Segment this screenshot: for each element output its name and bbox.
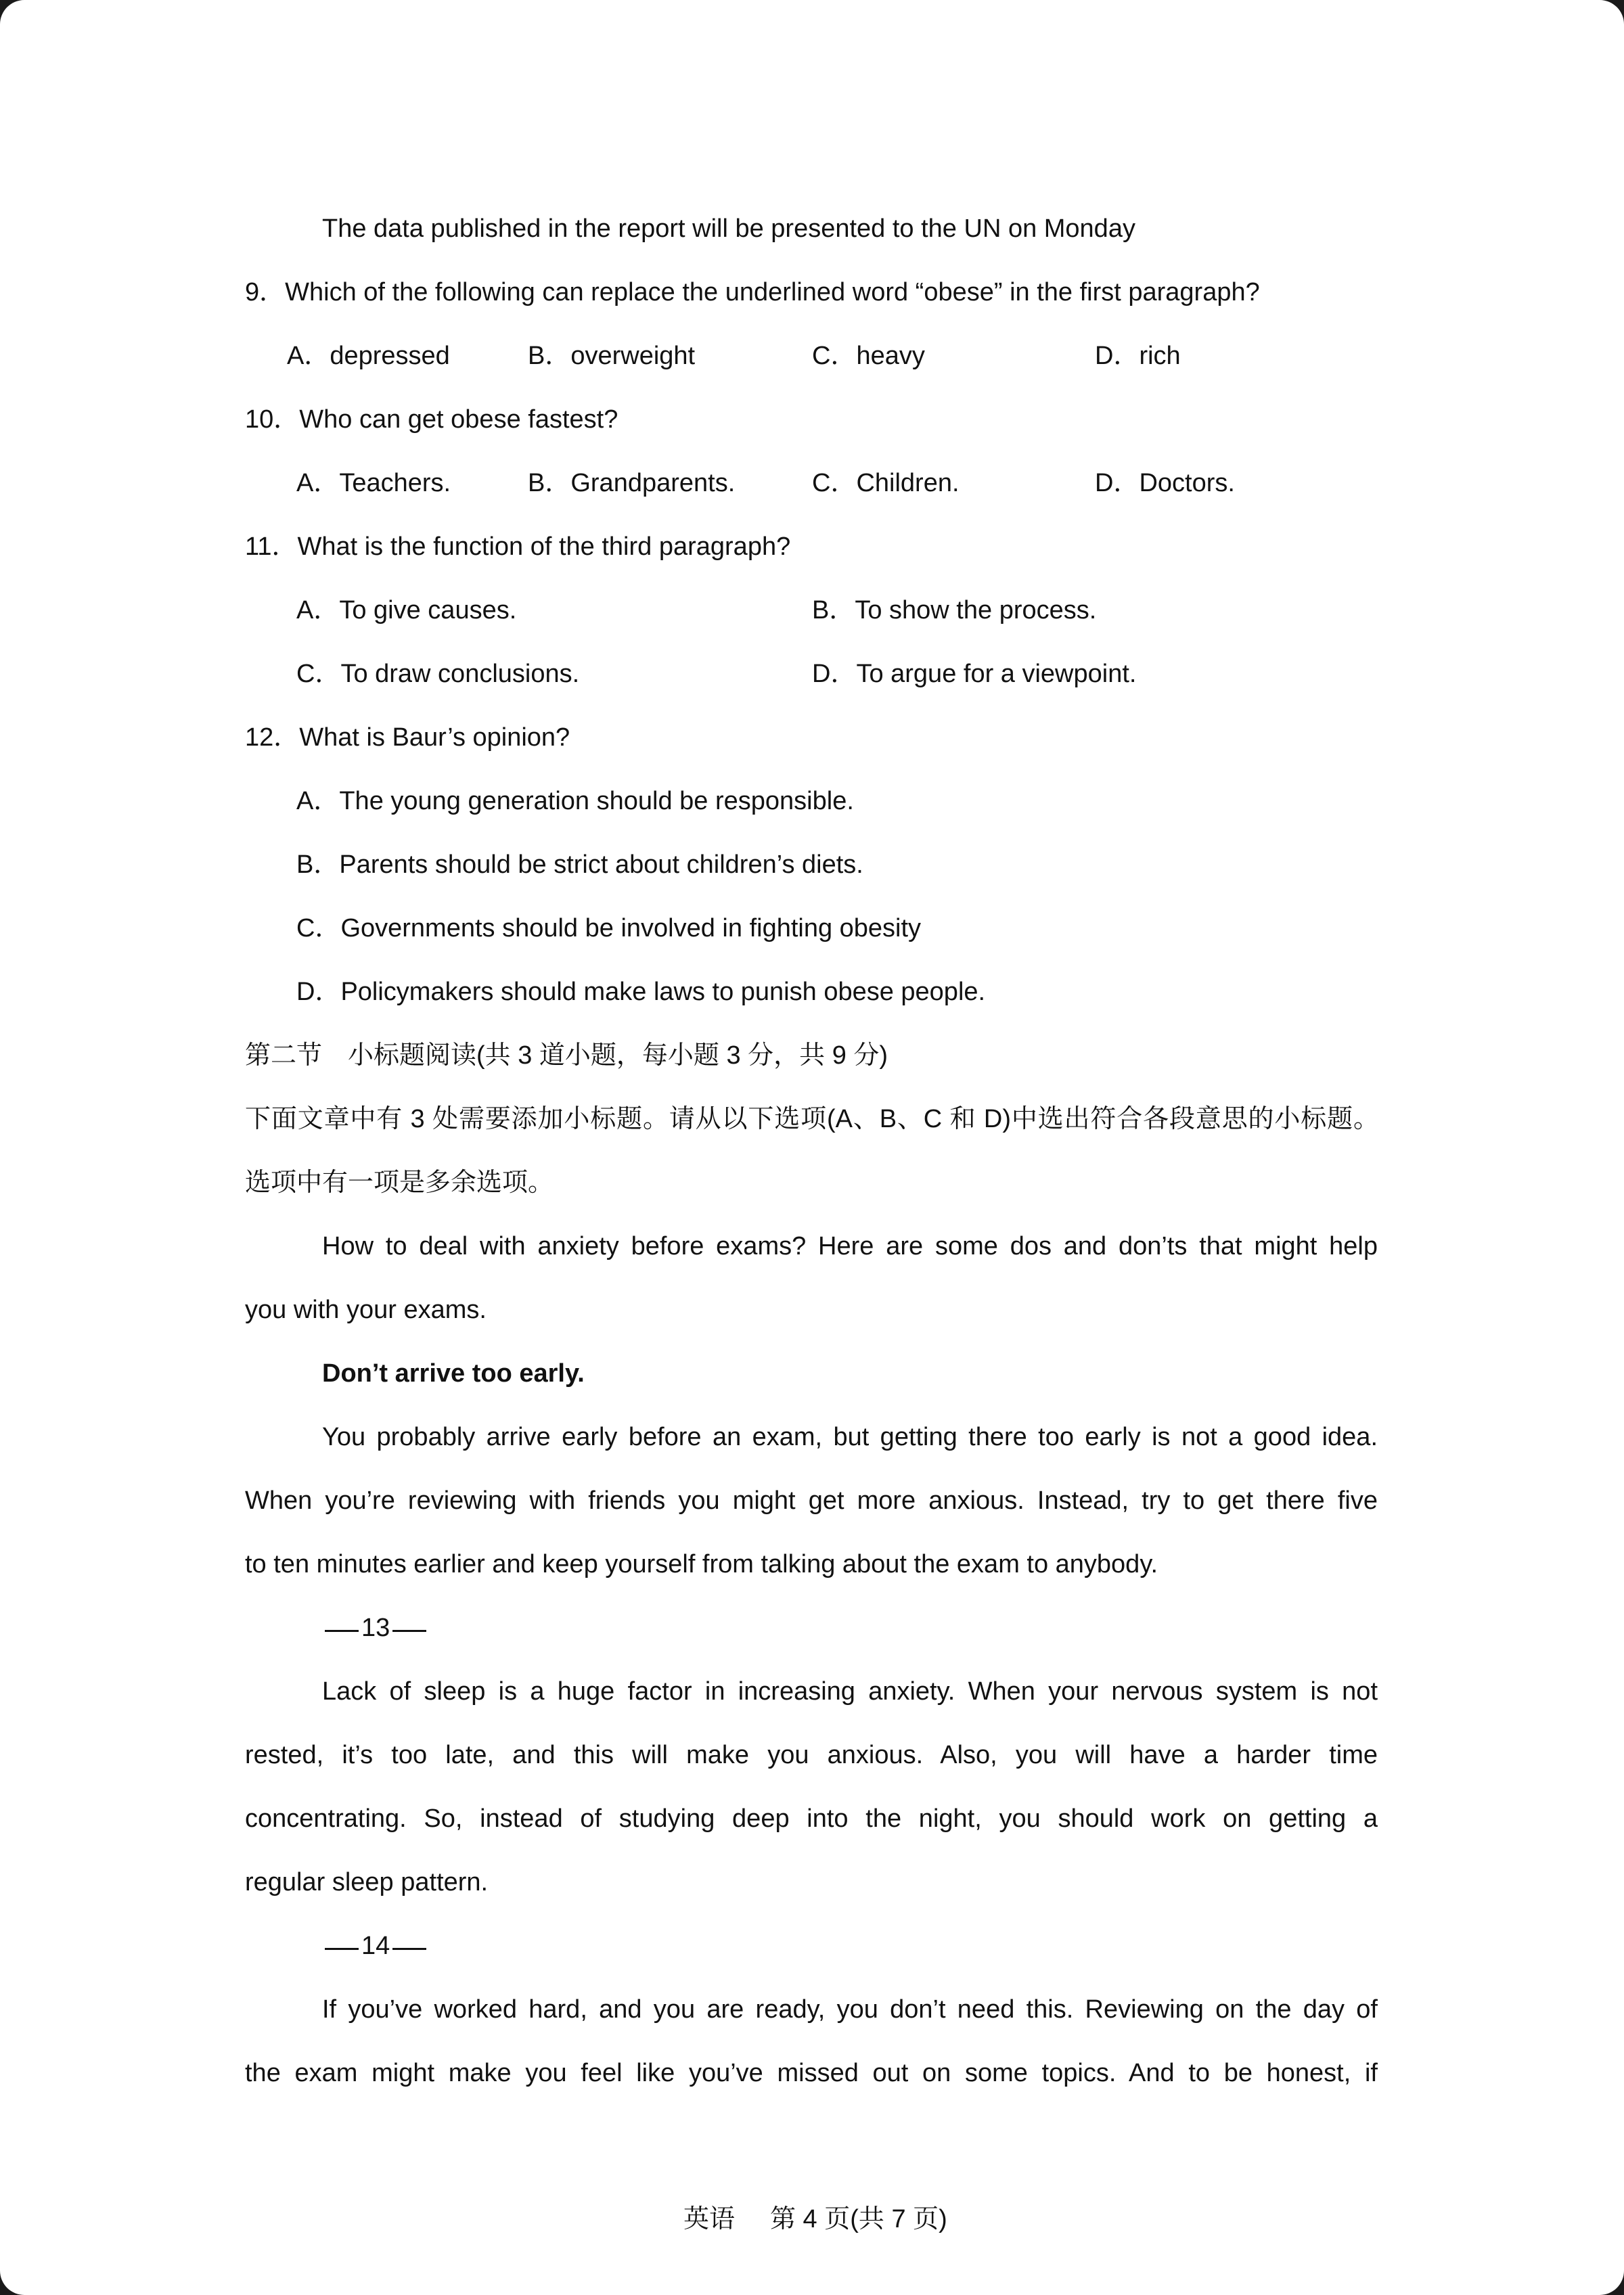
passage-last-line: The data published in the report will be presented to the UN on Monday	[322, 214, 1135, 243]
section-instruction-line-2: 选项中有一项是多余选项。	[245, 1168, 554, 1197]
question-10-stem: 10．Who can get obese fastest?	[245, 405, 618, 434]
section-heading: 第二节 小标题阅读(共 3 道小题，每小题 3 分，共 9 分)	[245, 1041, 888, 1070]
blank-underline	[325, 1948, 359, 1950]
question-10-option-a: A．Teachers.	[296, 469, 451, 497]
footer-page-number: 第 4 页(共 7 页)	[770, 2205, 947, 2233]
blank-14	[322, 1930, 429, 1962]
question-9-option-a: A．depressed	[287, 342, 450, 370]
paragraph-1-line-1: You probably arrive early before an exam, but getting there too early is not a good idea.	[322, 1423, 1378, 1451]
question-12-option-c: C．Governments should be involved in fighting obesity	[296, 914, 922, 942]
question-12-option-d: D．Policymakers should make laws to punish obese people.	[296, 978, 986, 1006]
article-subtitle-1: Don’t arrive too early.	[322, 1359, 585, 1388]
blank-number: 13	[361, 1614, 390, 1642]
paragraph-1-line-3: to ten minutes earlier and keep yourself from talking about the exam to anybody.	[245, 1550, 1158, 1578]
blank-underline	[392, 1948, 426, 1950]
question-9-option-d: D．rich	[1095, 342, 1181, 370]
question-12-stem: 12．What is Baur’s opinion?	[245, 723, 570, 752]
section-instruction-line-1: 下面文章中有 3 处需要添加小标题。请从以下选项(A、B、C 和 D)中选出符合各段意思的小标题。	[245, 1105, 1379, 1133]
article-intro-line-2: you with your exams.	[245, 1296, 487, 1324]
blank-underline	[325, 1630, 359, 1632]
paragraph-3-line-2: the exam might make you feel like you’ve missed out on some topics. And to be honest, if	[245, 2059, 1378, 2087]
article-intro-line-1: How to deal with anxiety before exams? Here are some dos and don’ts that might help	[322, 1232, 1378, 1260]
question-11-stem: 11．What is the function of the third paragraph?	[245, 532, 791, 561]
question-12-option-a: A．The young generation should be responsible.	[296, 787, 854, 815]
question-10-option-d: D．Doctors.	[1095, 469, 1235, 497]
paragraph-2-line-2: rested, it’s too late, and this will make you anxious. Also, you will have a harder time	[245, 1741, 1378, 1769]
paragraph-2-line-4: regular sleep pattern.	[245, 1868, 489, 1896]
blank-underline	[392, 1630, 426, 1632]
question-11-option-b: B．To show the process.	[812, 596, 1097, 624]
blank-number: 14	[361, 1932, 390, 1960]
paragraph-1-line-2: When you’re reviewing with friends you might get more anxious. Instead, try to get there five	[245, 1486, 1378, 1515]
footer-subject: 英语	[683, 2205, 736, 2233]
question-9-option-c: C．heavy	[812, 342, 925, 370]
question-11-option-c: C．To draw conclusions.	[296, 660, 580, 688]
question-11-option-d: D．To argue for a viewpoint.	[812, 660, 1137, 688]
question-9-stem: 9．Which of the following can replace the underlined word “obese” in the first paragraph?	[245, 278, 1260, 306]
question-10-option-c: C．Children.	[812, 469, 960, 497]
question-12-option-b: B．Parents should be strict about children’s diets.	[296, 850, 863, 879]
question-11-option-a: A．To give causes.	[296, 596, 517, 624]
question-10-option-b: B．Grandparents.	[528, 469, 736, 497]
question-9-option-b: B．overweight	[528, 342, 696, 370]
blank-13	[322, 1612, 429, 1644]
paragraph-2-line-3: concentrating. So, instead of studying deep into the night, you should work on getting a	[245, 1804, 1378, 1833]
paragraph-3-line-1: If you’ve worked hard, and you are ready, you don’t need this. Reviewing on the day of	[322, 1995, 1378, 2024]
paragraph-2-line-1: Lack of sleep is a huge factor in increasing anxiety. When your nervous system is not	[322, 1677, 1378, 1706]
